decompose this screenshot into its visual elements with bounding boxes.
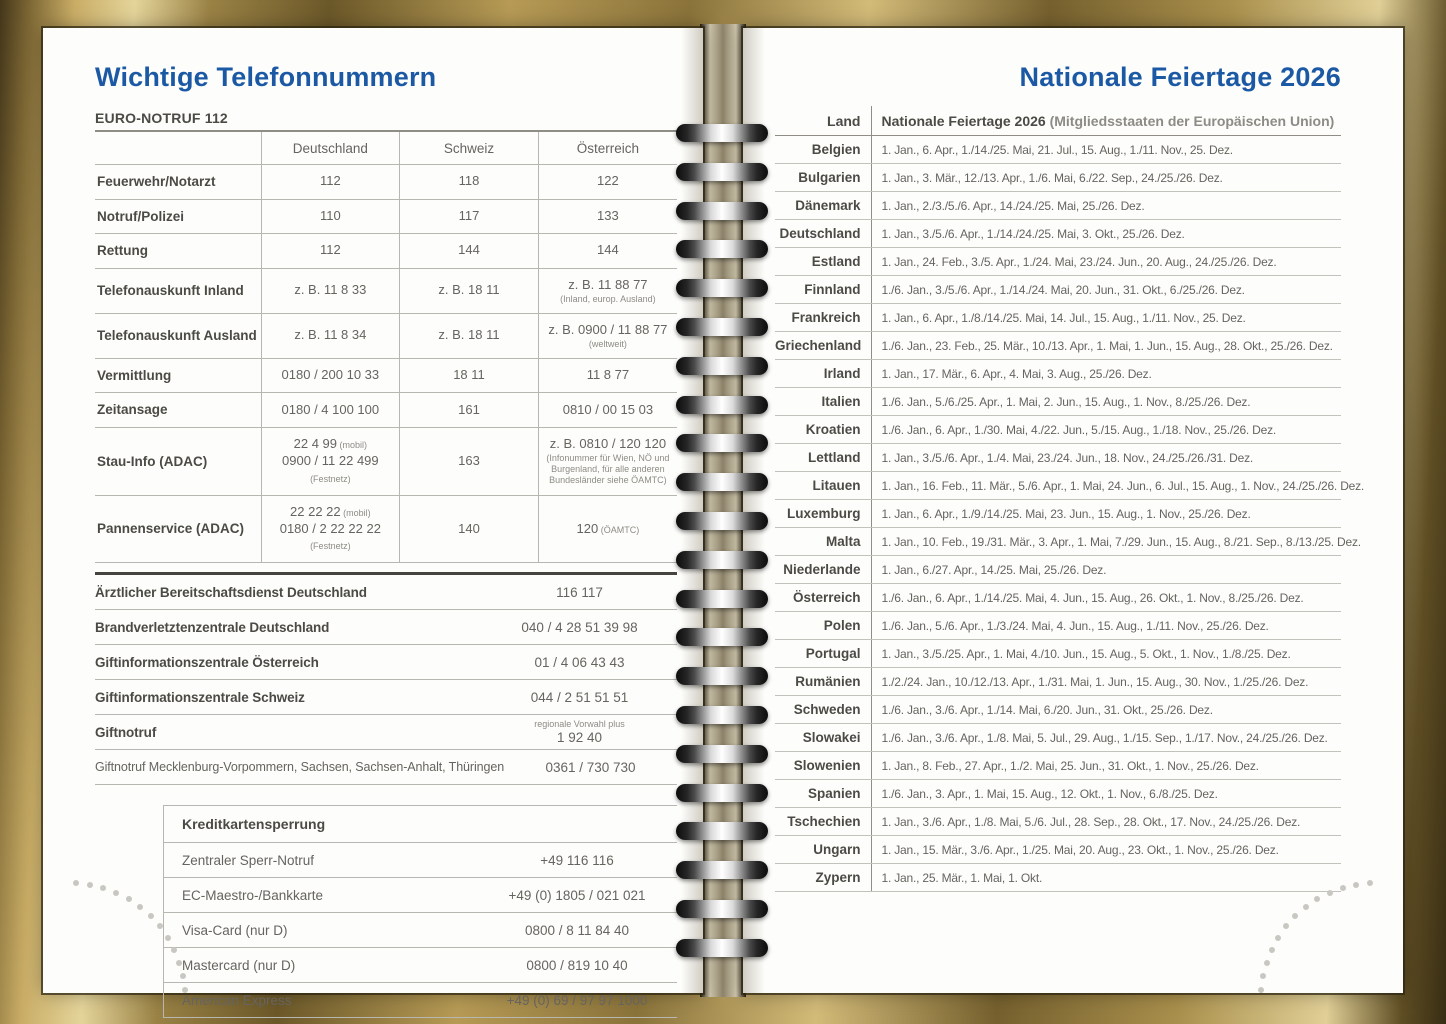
- holidays-cell: 1. Jan., 3./6. Apr., 1./8. Mai, 5./6. Jul., 28. Sep., 28. Okt., 17. Nov., 24./25./26. Dez.: [871, 808, 1341, 836]
- spiral-ring: [676, 939, 768, 957]
- country-cell: Kroatien: [775, 416, 871, 444]
- country-cell: Deutschland: [775, 220, 871, 248]
- holidays-cell: 1./6. Jan., 3./6. Apr., 1./14. Mai, 6./20. Jun., 31. Okt., 25./26. Dez.: [871, 696, 1341, 724]
- holidays-cell: 1. Jan., 2./3./5./6. Apr., 14./24./25. Mai, 25./26. Dez.: [871, 192, 1341, 220]
- decorative-dot: [1269, 947, 1275, 953]
- holidays-cell: 1./6. Jan., 5./6. Apr., 1./3./24. Mai, 4. Jun., 15. Aug., 1./11. Nov., 25./26. Dez.: [871, 612, 1341, 640]
- country-cell: Estland: [775, 248, 871, 276]
- holiday-row: [775, 808, 1341, 836]
- phone-value-line: 133: [597, 207, 619, 223]
- credit-value: +49 116 116: [540, 852, 614, 868]
- spiral-ring: [676, 628, 768, 646]
- credit-rows: [164, 843, 677, 1018]
- service-value-number: 116 117: [556, 584, 603, 600]
- phone-value-line: 112: [319, 242, 341, 258]
- phone-value-line: z. B. 0900 / 11 88 77: [548, 321, 668, 337]
- holiday-row: [775, 500, 1341, 528]
- phone-value-line: 140: [458, 520, 480, 536]
- left-page-title: Wichtige Telefonnummern: [95, 62, 437, 92]
- service-row: [95, 715, 677, 750]
- service-label: Giftinformationszentrale Schweiz: [95, 689, 305, 705]
- credit-label: EC-Maestro-/Bankkarte: [182, 887, 324, 903]
- credit-block-title: Kreditkartensperrung: [164, 806, 677, 843]
- national-holidays-table: [775, 106, 1365, 892]
- holidays-cell: 1. Jan., 8. Feb., 27. Apr., 1./2. Mai, 25. Jun., 31. Okt., 1. Nov., 25./26. Dez.: [871, 752, 1341, 780]
- country-cell: Spanien: [775, 780, 871, 808]
- service-value-number: 1 92 40: [556, 729, 603, 745]
- phone-value-line: 0180 / 200 10 33: [281, 367, 380, 383]
- decorative-dot: [148, 913, 154, 919]
- spiral-ring: [676, 900, 768, 918]
- phone-value-cell: [538, 234, 677, 269]
- credit-card-block: [163, 805, 677, 1018]
- holidays-cell: 1./6. Jan., 3./5./6. Apr., 1./14./24. Mai, 20. Jun., 31. Okt., 6./25./26. Dez.: [871, 276, 1341, 304]
- country-cell: Polen: [775, 612, 871, 640]
- holidays-cell: 1./6. Jan., 6. Apr., 1./30. Mai, 4./22. Jun., 5./15. Aug., 1./18. Nov., 25./26. Dez.: [871, 416, 1341, 444]
- phone-value-cell: [400, 313, 539, 358]
- country-cell: Italien: [775, 388, 871, 416]
- holiday-row: [775, 528, 1341, 556]
- spiral-ring: [676, 318, 768, 336]
- spiral-ring: [676, 706, 768, 724]
- phone-value-line: z. B. 11 88 77: [568, 276, 648, 292]
- phone-value-line: 117: [458, 207, 480, 223]
- spiral-ring: [676, 667, 768, 685]
- credit-value: +49 (0) 69 / 97 97 1000: [506, 992, 648, 1008]
- phone-value-cell: [261, 313, 400, 358]
- spiral-ring: [676, 357, 768, 375]
- phone-row: [95, 268, 677, 313]
- phone-value-cell: [400, 358, 539, 393]
- phone-numbers-table: [95, 132, 677, 563]
- credit-label: Visa-Card (nur D): [182, 922, 288, 938]
- holiday-row: [775, 444, 1341, 472]
- phone-value-line: Burgenland, für alle anderen: [551, 464, 665, 475]
- country-cell: Bulgarien: [775, 164, 871, 192]
- spiral-ring: [676, 124, 768, 142]
- country-cell: Portugal: [775, 640, 871, 668]
- decorative-dot: [1303, 904, 1309, 910]
- phone-row-label: Feuerwehr/Notarzt: [95, 165, 261, 200]
- phone-row: [95, 165, 677, 200]
- decorative-dot: [1340, 885, 1346, 891]
- phone-value-suffix: (Festnetz): [310, 473, 351, 484]
- phone-value-cell: [261, 199, 400, 234]
- spiral-ring: [676, 163, 768, 181]
- phone-value-cell: [538, 428, 677, 496]
- phone-value-line: 118: [458, 173, 480, 189]
- decorative-dot: [1353, 882, 1359, 888]
- phone-value-line: 110: [319, 207, 341, 223]
- holidays-header-main: Nationale Feiertage 2026: [881, 113, 1046, 129]
- phone-row: [95, 358, 677, 393]
- credit-row: [164, 983, 677, 1018]
- phone-value-cell: [400, 268, 539, 313]
- phone-value-suffix: (mobil): [337, 440, 368, 451]
- phone-value-line: Bundesländer siehe ÖAMTC): [549, 475, 667, 486]
- country-cell: Lettland: [775, 444, 871, 472]
- phone-row-label: Telefonauskunft Ausland: [95, 313, 261, 358]
- service-label: Brandverletztenzentrale Deutschland: [95, 619, 330, 635]
- holiday-row: [775, 752, 1341, 780]
- phone-value-cell: [261, 428, 400, 496]
- service-label: Ärztlicher Bereitschaftsdienst Deutschland: [95, 584, 367, 600]
- service-value: [504, 756, 677, 779]
- spiral-ring: [676, 240, 768, 258]
- phone-value-cell: [538, 495, 677, 563]
- decorative-dot: [1314, 896, 1320, 902]
- country-cell: Griechenland: [775, 332, 871, 360]
- holidays-cell: 1. Jan., 6. Apr., 1./9./14./25. Mai, 23. Jun., 15. Aug., 1. Nov., 25./26. Dez.: [871, 500, 1341, 528]
- holiday-row: [775, 136, 1341, 164]
- holiday-row: [775, 584, 1341, 612]
- phone-row: [95, 313, 677, 358]
- holiday-row: [775, 360, 1341, 388]
- phone-value-line: 11 8 77: [586, 367, 630, 383]
- holidays-cell: 1. Jan., 3./5./6. Apr., 1./14./24./25. Mai, 3. Okt., 25./26. Dez.: [871, 220, 1341, 248]
- credit-value: 0800 / 8 11 84 40: [524, 922, 630, 938]
- holidays-cell: 1. Jan., 16. Feb., 11. Mär., 5./6. Apr., 1. Mai, 24. Jun., 6. Jul., 15. Aug., 1. Nov., 24./25./26. Dez.: [871, 472, 1341, 500]
- phone-value-line: z. B. 0810 / 120 120: [549, 436, 667, 452]
- holidays-cell: 1. Jan., 6. Apr., 1./14./25. Mai, 21. Jul., 15. Aug., 1./11. Nov., 25. Dez.: [871, 136, 1341, 164]
- phone-row-label: Vermittlung: [95, 358, 261, 393]
- phone-value-line: 163: [458, 452, 480, 468]
- holidays-cell: 1. Jan., 15. Mär., 3./6. Apr., 1./25. Mai, 20. Aug., 23. Okt., 1. Nov., 25./26. Dez.: [871, 836, 1341, 864]
- holiday-row: [775, 388, 1341, 416]
- phone-value-cell: [400, 199, 539, 234]
- phone-col-oesterreich: Österreich: [538, 132, 677, 165]
- credit-label: Zentraler Sperr-Notruf: [182, 852, 315, 868]
- holidays-cell: 1./6. Jan., 3. Apr., 1. Mai, 15. Aug., 12. Okt., 1. Nov., 6./8./25. Dez.: [871, 780, 1341, 808]
- holidays-cell: 1. Jan., 25. Mär., 1. Mai, 1. Okt.: [871, 864, 1341, 892]
- service-value: [482, 581, 677, 604]
- service-value-number: 01 / 4 06 43 43: [534, 654, 625, 670]
- phone-value-cell: [538, 165, 677, 200]
- service-label: Giftnotruf: [95, 724, 157, 740]
- holiday-row: [775, 276, 1341, 304]
- phone-value-line: 22 22 22 (mobil): [290, 503, 371, 519]
- phone-value-line: (Infonummer für Wien, NÖ und: [546, 452, 670, 463]
- decorative-dot: [182, 987, 188, 993]
- phone-value-cell: [400, 428, 539, 496]
- spiral-ring: [676, 784, 768, 802]
- country-cell: Zypern: [775, 864, 871, 892]
- country-cell: Slowenien: [775, 752, 871, 780]
- phone-col-schweiz: Schweiz: [400, 132, 539, 165]
- phone-value-suffix: (Festnetz): [310, 541, 351, 552]
- right-page-title: Nationale Feiertage 2026: [1019, 62, 1341, 92]
- service-value-number: 044 / 2 51 51 51: [530, 689, 629, 705]
- phone-value-cell: [261, 268, 400, 313]
- phone-row-label: Notruf/Polizei: [95, 199, 261, 234]
- phone-col-deutschland: Deutschland: [261, 132, 400, 165]
- holiday-row: [775, 164, 1341, 192]
- service-row: [95, 610, 677, 645]
- phone-value-cell: [538, 313, 677, 358]
- phone-table-header: [95, 132, 677, 165]
- holiday-row: [775, 556, 1341, 584]
- holidays-cell: 1. Jan., 3./5./25. Apr., 1. Mai, 4./10. Jun., 15. Aug., 5. Okt., 1. Nov., 1./8./25. Dez.: [871, 640, 1341, 668]
- country-cell: Belgien: [775, 136, 871, 164]
- holidays-cell: 1./6. Jan., 3./6. Apr., 1./8. Mai, 5. Jul., 29. Aug., 1./15. Sep., 1./17. Nov., 24./25./26. Dez.: [871, 724, 1341, 752]
- country-cell: Irland: [775, 360, 871, 388]
- service-value-number: 0361 / 730 730: [545, 759, 636, 775]
- phone-row-label: Pannenservice (ADAC): [95, 495, 261, 563]
- spiral-ring: [676, 551, 768, 569]
- right-page: [743, 28, 1403, 993]
- spiral-ring: [676, 822, 768, 840]
- holiday-row: [775, 248, 1341, 276]
- decorative-dot: [126, 896, 132, 902]
- decorative-dot: [137, 904, 143, 910]
- left-page: [43, 28, 703, 1008]
- holiday-row: [775, 780, 1341, 808]
- decorative-dot: [1327, 890, 1333, 896]
- service-value: [482, 686, 677, 709]
- phone-value-cell: [538, 393, 677, 428]
- phone-value-line: 120 (ÖAMTC): [576, 520, 640, 536]
- decorative-dot: [1260, 973, 1266, 979]
- credit-value: 0800 / 819 10 40: [526, 957, 628, 973]
- phone-row: [95, 234, 677, 269]
- holidays-cell: 1. Jan., 24. Feb., 3./5. Apr., 1./24. Mai, 23./24. Jun., 20. Aug., 24./25./26. Dez.: [871, 248, 1341, 276]
- phone-value-cell: [538, 358, 677, 393]
- service-row: [95, 645, 677, 680]
- credit-label: American Express: [182, 992, 292, 1008]
- phone-value-line: z. B. 18 11: [438, 327, 500, 343]
- phone-row: [95, 428, 677, 496]
- holiday-row: [775, 612, 1341, 640]
- holidays-cell: 1./6. Jan., 6. Apr., 1./14./25. Mai, 4. Jun., 15. Aug., 26. Okt., 1. Nov., 8./25./26. Dez.: [871, 584, 1341, 612]
- land-column-header: Land: [775, 106, 871, 136]
- country-cell: Tschechien: [775, 808, 871, 836]
- holiday-row: [775, 668, 1341, 696]
- phone-row-label: Stau-Info (ADAC): [95, 428, 261, 496]
- spiral-ring: [676, 279, 768, 297]
- holidays-cell: 1. Jan., 6./27. Apr., 14./25. Mai, 25./26. Dez.: [871, 556, 1341, 584]
- phone-value-line: 18 11: [453, 367, 485, 383]
- service-value-number: 040 / 4 28 51 39 98: [521, 619, 638, 635]
- phone-value-suffix: (ÖAMTC): [598, 524, 640, 535]
- service-value: [482, 716, 677, 749]
- credit-row: [164, 913, 677, 948]
- phone-value-cell: [261, 165, 400, 200]
- country-cell: Niederlande: [775, 556, 871, 584]
- phone-value-line: 22 4 99 (mobil): [293, 436, 368, 452]
- phone-value-cell: [261, 393, 400, 428]
- phone-value-cell: [538, 199, 677, 234]
- credit-row: [164, 878, 677, 913]
- emergency-number-header: EURO-NOTRUF 112: [95, 110, 677, 132]
- phone-table-corner-cell: [95, 132, 261, 165]
- phone-row-label: Rettung: [95, 234, 261, 269]
- country-cell: Rumänien: [775, 668, 871, 696]
- decorative-dot: [87, 882, 93, 888]
- holidays-cell: 1./6. Jan., 5./6./25. Apr., 1. Mai, 2. Jun., 15. Aug., 1. Nov., 8./25./26. Dez.: [871, 388, 1341, 416]
- spiral-ring: [676, 861, 768, 879]
- phone-value-line: 112: [319, 173, 341, 189]
- decorative-dot: [1292, 913, 1298, 919]
- phone-row-label: Telefonauskunft Inland: [95, 268, 261, 313]
- phone-value-line: 144: [597, 242, 619, 258]
- decorative-dot: [1283, 923, 1289, 929]
- phone-row: [95, 199, 677, 234]
- phone-value-line: 0180 / 2 22 22 22 (Festnetz): [279, 520, 381, 552]
- holiday-row: [775, 220, 1341, 248]
- service-label: Giftinformationszentrale Österreich: [95, 654, 319, 670]
- service-value-note: regionale Vorwahl plus: [534, 718, 625, 729]
- phone-value-line: 0810 / 00 15 03: [562, 401, 654, 417]
- decorative-dot: [165, 935, 171, 941]
- phone-value-cell: [261, 234, 400, 269]
- credit-label: Mastercard (nur D): [182, 957, 296, 973]
- country-cell: Malta: [775, 528, 871, 556]
- phone-value-line: 0180 / 4 100 100: [281, 401, 380, 417]
- holidays-cell: 1. Jan., 10. Feb., 19./31. Mär., 3. Apr., 1. Mai, 7./29. Jun., 15. Aug., 8./21. Sep., 8./13./25. Dez.: [871, 528, 1341, 556]
- spiral-ring: [676, 590, 768, 608]
- services-list: [95, 575, 677, 785]
- decorative-dot: [1264, 960, 1270, 966]
- country-cell: Slowakei: [775, 724, 871, 752]
- holidays-cell: 1. Jan., 6. Apr., 1./8./14./25. Mai, 14. Jul., 15. Aug., 1./11. Nov., 25. Dez.: [871, 304, 1341, 332]
- phone-value-line: 0900 / 11 22 499 (Festnetz): [282, 452, 379, 484]
- phone-value-line: (weltweit): [588, 338, 627, 349]
- holiday-table-header: [775, 106, 1341, 136]
- service-value: [482, 651, 677, 674]
- credit-value: +49 (0) 1805 / 021 021: [508, 887, 646, 903]
- holiday-row: [775, 472, 1341, 500]
- holiday-row: [775, 836, 1341, 864]
- spiral-ring: [676, 202, 768, 220]
- holidays-cell: 1./6. Jan., 23. Feb., 25. Mär., 10./13. Apr., 1. Mai, 1. Jun., 15. Aug., 28. Okt., 25./26. Dez.: [871, 332, 1341, 360]
- country-cell: Finnland: [775, 276, 871, 304]
- service-value: [482, 616, 677, 639]
- holiday-row: [775, 696, 1341, 724]
- country-cell: Schweden: [775, 696, 871, 724]
- phone-value-cell: [261, 358, 400, 393]
- spiral-ring: [676, 512, 768, 530]
- phone-value-line: z. B. 11 8 34: [294, 327, 367, 343]
- country-cell: Österreich: [775, 584, 871, 612]
- holiday-row: [775, 864, 1341, 892]
- spiral-ring: [676, 396, 768, 414]
- country-cell: Ungarn: [775, 836, 871, 864]
- phone-value-line: 161: [458, 401, 480, 417]
- country-cell: Luxemburg: [775, 500, 871, 528]
- service-row: [95, 750, 677, 785]
- service-row: [95, 680, 677, 715]
- spiral-ring: [676, 745, 768, 763]
- holiday-row: [775, 724, 1341, 752]
- holidays-column-header: [871, 106, 1341, 136]
- phone-value-cell: [400, 495, 539, 563]
- holidays-cell: 1. Jan., 3. Mär., 12./13. Apr., 1./6. Mai, 6./22. Sep., 24./25./26. Dez.: [871, 164, 1341, 192]
- holidays-cell: 1. Jan., 3./5./6. Apr., 1./4. Mai, 23./24. Jun., 18. Nov., 24./25./26./31. Dez.: [871, 444, 1341, 472]
- holidays-cell: 1. Jan., 17. Mär., 6. Apr., 4. Mai, 3. Aug., 25./26. Dez.: [871, 360, 1341, 388]
- spiral-ring: [676, 473, 768, 491]
- country-cell: Dänemark: [775, 192, 871, 220]
- phone-value-line: (Inland, europ. Ausland): [560, 293, 656, 304]
- phone-row-label: Zeitansage: [95, 393, 261, 428]
- credit-row: [164, 948, 677, 983]
- service-label: Giftnotruf Mecklenburg-Vorpommern, Sachsen, Sachsen-Anhalt, Thüringen: [95, 760, 505, 775]
- phone-value-cell: [400, 234, 539, 269]
- credit-row: [164, 843, 677, 878]
- decorative-dot: [1275, 935, 1281, 941]
- decorative-dot: [1258, 987, 1264, 993]
- phone-value-suffix: (mobil): [340, 507, 371, 518]
- phone-row: [95, 495, 677, 563]
- phone-value-cell: [261, 495, 400, 563]
- phone-value-line: z. B. 11 8 33: [294, 282, 367, 298]
- holiday-row: [775, 640, 1341, 668]
- holiday-row: [775, 416, 1341, 444]
- service-row: [95, 575, 677, 610]
- spiral-ring: [676, 434, 768, 452]
- holiday-row: [775, 332, 1341, 360]
- phone-value-cell: [538, 268, 677, 313]
- phone-value-line: z. B. 18 11: [438, 282, 500, 298]
- holiday-row: [775, 192, 1341, 220]
- country-cell: Litauen: [775, 472, 871, 500]
- phone-value-cell: [400, 393, 539, 428]
- phone-value-cell: [400, 165, 539, 200]
- country-cell: Frankreich: [775, 304, 871, 332]
- phone-row: [95, 393, 677, 428]
- phone-value-line: 122: [597, 173, 619, 189]
- holidays-header-note: (Mitgliedsstaaten der Europäischen Union): [1049, 113, 1335, 129]
- holidays-cell: 1./2./24. Jan., 10./12./13. Apr., 1./31. Mai, 1. Jun., 15. Aug., 30. Nov., 1./25./26. Dez.: [871, 668, 1341, 696]
- phone-value-line: 144: [458, 242, 480, 258]
- holiday-row: [775, 304, 1341, 332]
